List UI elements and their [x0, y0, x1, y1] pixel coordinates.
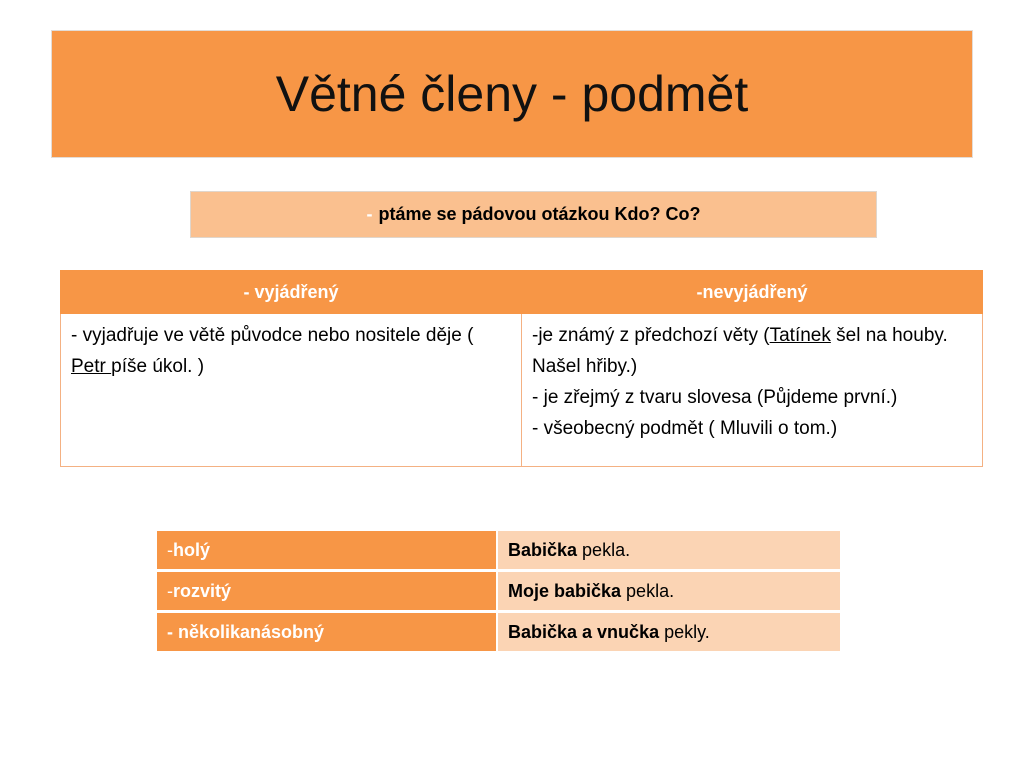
example-predicate: pekly.	[659, 621, 710, 642]
unexpressed-item-1-after: šel na houby. Našel hřiby.)	[532, 325, 948, 377]
example-subject: Babička	[508, 539, 578, 560]
form-prefix: -	[167, 539, 173, 560]
example-subject: Moje babička	[508, 580, 622, 601]
cell-expressed	[61, 314, 522, 467]
form-example-extended	[498, 572, 840, 610]
form-label-simple	[157, 531, 498, 569]
form-label-text: několikanásobný	[178, 621, 325, 642]
example-predicate: pekla.	[577, 539, 631, 560]
table-row	[157, 613, 840, 651]
example-predicate: pekla.	[621, 580, 675, 601]
table-row	[157, 572, 840, 610]
title-banner	[51, 30, 973, 158]
form-label-text: holý	[173, 539, 211, 560]
subject-types-table	[60, 270, 983, 467]
question-box	[190, 191, 877, 238]
form-label-extended	[157, 572, 498, 610]
form-example-multiple	[498, 613, 840, 651]
expressed-text-1: - vyjadřuje ve větě původce nebo nositele děje (	[71, 325, 474, 346]
header-expressed: - vyjádřený	[61, 271, 522, 314]
unexpressed-item-3: - všeobecný podmět ( Mluvili o tom.)	[532, 418, 838, 439]
form-label-text: rozvitý	[173, 580, 232, 601]
table-header-row	[61, 271, 983, 314]
example-subject: Babička a vnučka	[508, 621, 660, 642]
unexpressed-item-1-before: -je známý z předchozí věty (	[532, 325, 770, 346]
unexpressed-item-1-subject: Tatínek	[769, 325, 831, 346]
form-example-simple	[498, 531, 840, 569]
form-prefix: -	[167, 621, 178, 642]
expressed-text-2: píše úkol. )	[111, 356, 205, 377]
subject-forms-table	[157, 528, 840, 654]
table-row	[157, 531, 840, 569]
table-row	[61, 314, 983, 467]
unexpressed-item-2: - je zřejmý z tvaru slovesa (Půjdeme první.)	[532, 387, 898, 408]
header-unexpressed: -nevyjádřený	[522, 271, 983, 314]
question-text: ptáme se pádovou otázkou Kdo? Co?	[378, 204, 701, 224]
form-prefix: -	[167, 580, 173, 601]
expressed-example-subject: Petr	[71, 356, 112, 377]
form-label-multiple	[157, 613, 498, 651]
page-title: Větné členy - podmět	[275, 66, 749, 122]
question-dash: -	[366, 204, 373, 224]
cell-unexpressed	[522, 314, 983, 467]
